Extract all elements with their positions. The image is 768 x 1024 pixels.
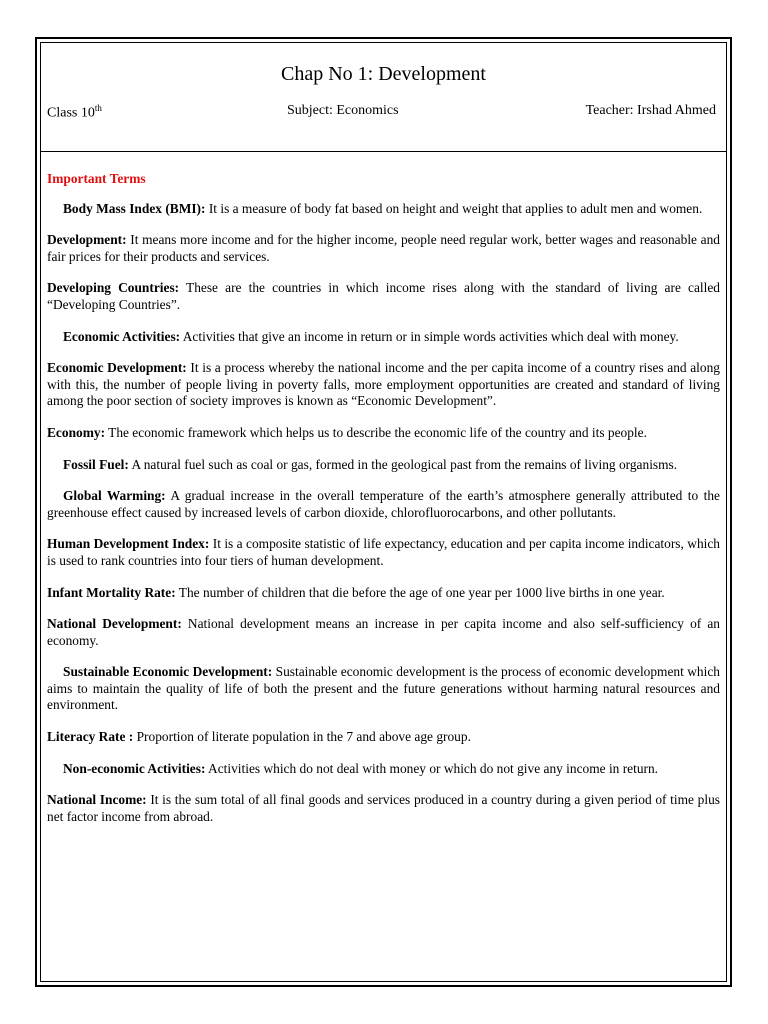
- class-superscript: th: [94, 103, 102, 113]
- term-definition: It is the sum total of all final goods and services produced in a country during a given period of time plus net factor income from abroad.: [47, 792, 720, 824]
- term-definition: Activities which do not deal with money or which do not give any income in return.: [205, 760, 659, 776]
- term-entry: [47, 536, 720, 569]
- term-name: Global Warming:: [63, 488, 166, 504]
- page-border-inner: [40, 42, 727, 982]
- term-entry: [47, 360, 720, 410]
- term-definition: It is a measure of body fat based on height and weight that applies to adult men and women.: [205, 200, 703, 216]
- term-entry: [47, 280, 720, 313]
- term-name: National Development:: [47, 616, 182, 632]
- term-name: Infant Mortality Rate:: [47, 584, 176, 600]
- term-entry: [47, 616, 720, 649]
- term-entry: [47, 329, 720, 346]
- term-name: Economic Development:: [47, 360, 187, 376]
- term-definition: These are the countries in which income rises along with the standard of living are called “Developing Countries”.: [47, 280, 720, 312]
- term-definition: The economic framework which helps us to describe the economic life of the country and its people.: [105, 424, 647, 440]
- term-name: Non-economic Activities:: [63, 760, 206, 776]
- term-entry: [47, 201, 720, 218]
- term-name: Development:: [47, 232, 127, 248]
- term-name: National Income:: [47, 792, 147, 808]
- term-name: Economy:: [47, 424, 106, 440]
- term-entry: [47, 664, 720, 714]
- subject-label: Subject: Economics: [287, 103, 399, 118]
- page-title: Chap No 1: Development: [281, 63, 486, 85]
- term-entry: [47, 729, 720, 746]
- term-entry: [47, 585, 720, 602]
- term-name: Human Development Index:: [47, 536, 210, 552]
- term-name: Fossil Fuel:: [63, 456, 129, 472]
- section-heading: Important Terms: [47, 171, 146, 186]
- document-header: [41, 43, 726, 152]
- term-definition: It is a composite statistic of life expectancy, education and per capita income indicators, which is used to rank countries into four tiers of human development.: [47, 536, 721, 568]
- term-entry: [47, 457, 720, 474]
- term-name: Developing Countries:: [47, 280, 180, 296]
- term-definition: Activities that give an income in return or in simple words activities which deal with money.: [180, 328, 679, 344]
- term-definition: Sustainable economic development is the process of economic development which aims to maintain the quality of life of both the present and the future generations without harming natural resources and environment.: [47, 664, 720, 713]
- term-definition: The number of children that die before the age of one year per 1000 live births in one year.: [175, 584, 665, 600]
- term-definition: National development means an increase in per capita income and also self-sufficiency of an economy.: [47, 616, 720, 648]
- terms-content: [47, 171, 720, 840]
- page-border-outer: [35, 37, 732, 987]
- term-definition: Proportion of literate population in the 7 and above age group.: [133, 729, 471, 745]
- term-definition: It is a process whereby the national income and the per capita income of a country rises and along with this, the number of people living in poverty falls, more employment opportunities are created and standard of living among the poor section of society improves is known as “Economic Development”.: [47, 360, 720, 409]
- class-label: [47, 103, 102, 122]
- teacher-label: Teacher: Irshad Ahmed: [585, 103, 716, 118]
- term-definition: A gradual increase in the overall temperature of the earth’s atmosphere generally attributed to the greenhouse effect caused by increased levels of carbon dioxide, chlorofluorocarbons, and other pollutants.: [47, 488, 720, 520]
- term-definition: A natural fuel such as coal or gas, formed in the geological past from the remains of living organisms.: [128, 456, 678, 472]
- term-entry: [47, 792, 720, 825]
- term-name: Body Mass Index (BMI):: [63, 200, 206, 216]
- term-entry: [47, 761, 720, 778]
- term-entry: [47, 488, 720, 521]
- term-name: Literacy Rate :: [47, 729, 134, 745]
- term-definition: It means more income and for the higher income, people need regular work, better wages and reasonable and fair prices for their products and services.: [47, 232, 720, 264]
- term-name: Economic Activities:: [63, 328, 181, 344]
- term-entry: [47, 425, 720, 442]
- term-name: Sustainable Economic Development:: [63, 664, 273, 680]
- class-text: Class 10: [47, 105, 95, 121]
- term-entry: [47, 232, 720, 265]
